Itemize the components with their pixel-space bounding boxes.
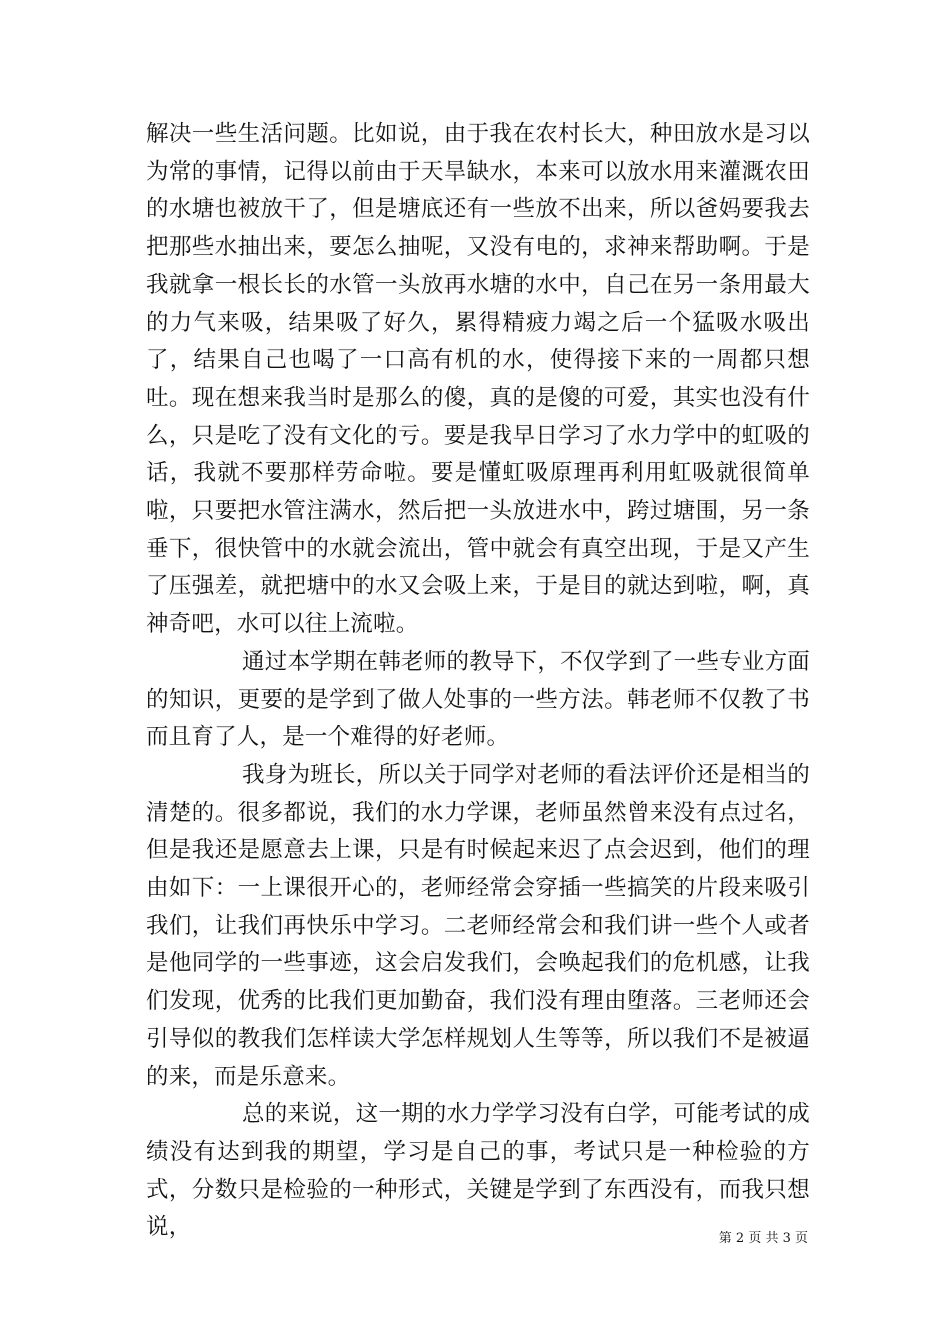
page-number-footer: 第 2 页 共 3 页 — [718, 1231, 808, 1246]
body-text — [146, 116, 810, 1247]
paragraph-summary: 总的来说，这一期的水力学学习没有白学，可能考试的成绩没有达到我的期望，学习是自己的事，考试只是一种检验的方式，分数只是检验的一种形式，关键是学到了东西没有，而我只想说， — [146, 1101, 810, 1241]
paragraph-teacher-praise: 通过本学期在韩老师的教导下，不仅学到了一些专业方面的知识，更要的是学到了做人处事的一些方法。韩老师不仅教了书而且育了人，是一个难得的好老师。 — [146, 648, 810, 751]
paragraph-continuation: 解决一些生活问题。比如说，由于我在农村长大，种田放水是习以为常的事情，记得以前由于天旱缺水，本来可以放水用来灌溉农田的水塘也被放干了，但是塘底还有一些放不出来，所以爸妈要我去把那些水抽出来，要怎么抽呢，又没有电的，求神来帮助啊。于是我就拿一根长长的水管一头放再水塘的水中，自己在另一条用最大的力气来吸，结果吸了好久，累得精疲力竭之后一个猛吸水吸出了，结果自己也喝了一口高有机的水，使得接下来的一周都只想吐。现在想来我当时是那么的傻，真的是傻的可爱，其实也没有什么，只是吃了没有文化的亏。要是我早日学习了水力学中的虹吸的话，我就不要那样劳命啦。要是懂虹吸原理再利用虹吸就很简单啦，只要把水管注满水，然后把一头放进水中，跨过塘围，另一条垂下，很快管中的水就会流出，管中就会有真空出现，于是又产生了压强差，就把塘中的水又会吸上来，于是目的就达到啦，啊，真神奇吧，水可以往上流啦。 — [146, 121, 810, 638]
paragraph-class-opinion: 我身为班长，所以关于同学对老师的看法评价还是相当的清楚的。很多都说，我们的水力学课，老师虽然曾来没有点过名，但是我还是愿意去上课，只是有时候起来迟了点会迟到，他们的理由如下：一上课很开心的，老师经常会穿插一些搞笑的片段来吸引我们，让我们再快乐中学习。二老师经常会和我们讲一些个人或者是他同学的一些事迹，这会启发我们，会唤起我们的危机感，让我们发现，优秀的比我们更加勤奋，我们没有理由堕落。三老师还会引导似的教我们怎样读大学怎样规划人生等等，所以我们不是被逼的来，而是乐意来。 — [146, 761, 810, 1090]
